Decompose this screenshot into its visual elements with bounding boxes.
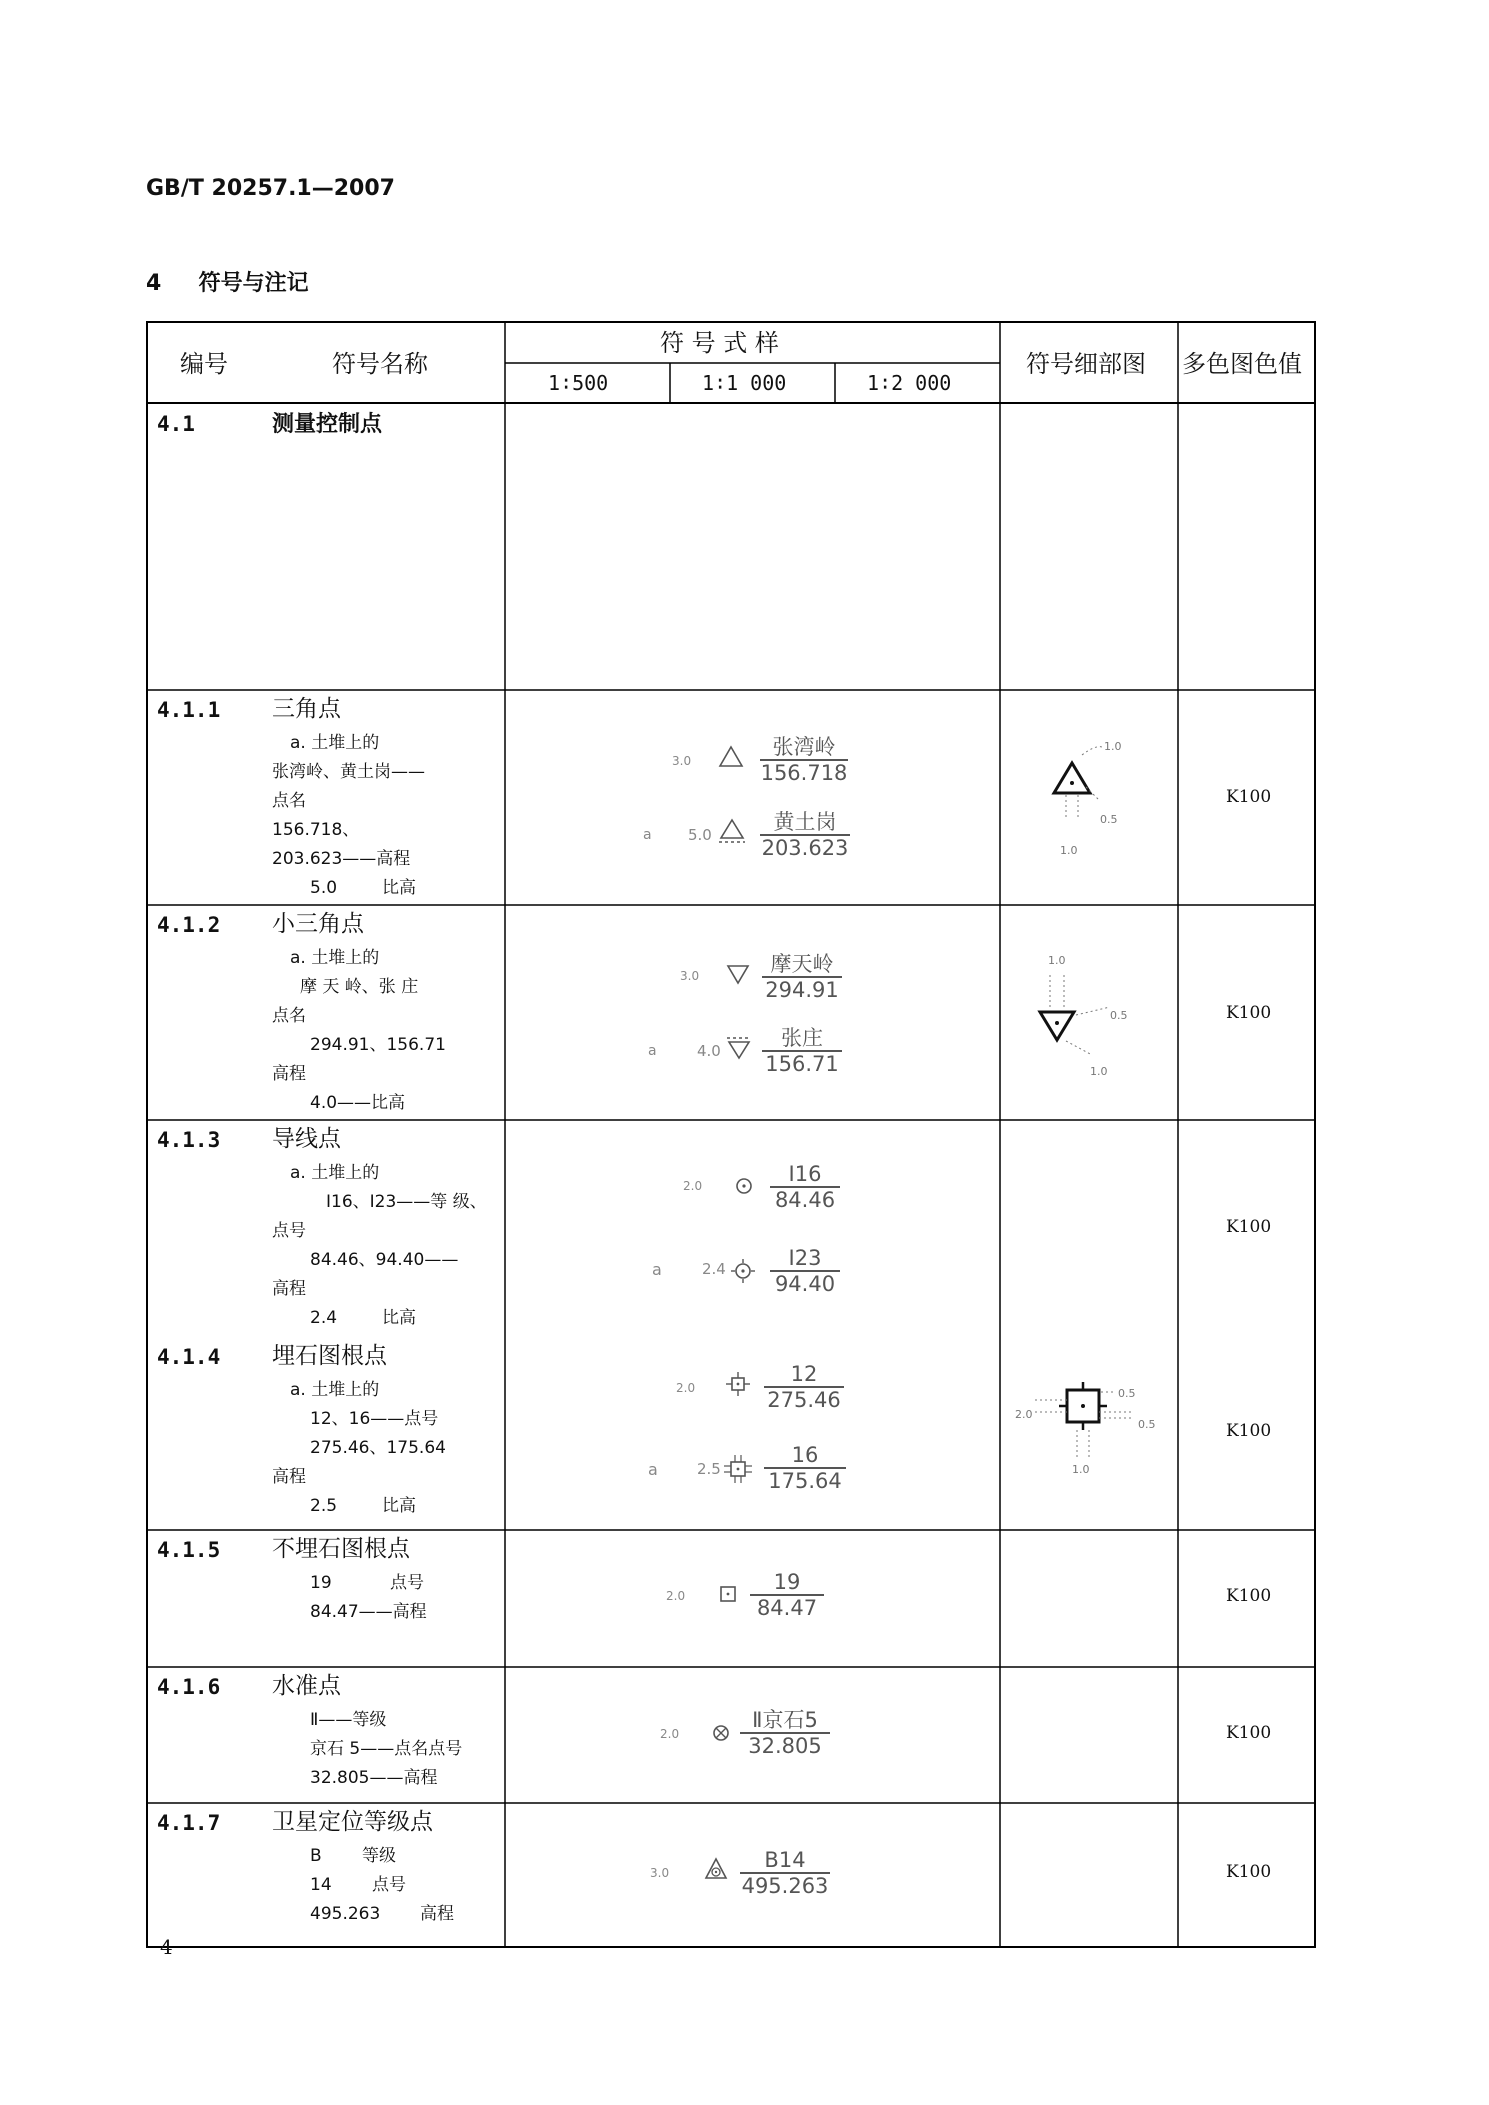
detail-dim: 2.0 (1015, 1408, 1033, 1421)
sample-label: Ⅱ京石5 32.805 (740, 1708, 830, 1758)
buried-on-mound-icon (724, 1455, 752, 1483)
color-value: K100 (1226, 1421, 1272, 1441)
symbol-size: 3.0 (650, 1866, 670, 1880)
row-code: 4.1.3 (157, 1128, 221, 1152)
desc-line: 高程 (272, 1064, 306, 1084)
mound-prefix: a (648, 1043, 657, 1059)
desc-line: 等级 (362, 1846, 396, 1866)
header-scale-500: 1∶500 (548, 371, 609, 395)
header-scale-2000: 1∶2 000 (867, 371, 952, 395)
desc-line: 5.0 (310, 878, 338, 898)
sample-label: $\frac{19}{84.47}$ (750, 1570, 824, 1620)
symbol-size: 2.0 (676, 1381, 696, 1395)
desc-line: B (310, 1846, 322, 1866)
desc-line: 点名 (272, 791, 306, 811)
desc-line: 32.805——高程 (310, 1768, 438, 1788)
desc-line: a. 土堆上的 (290, 1163, 380, 1183)
desc-line: 京石 5——点名点号 (310, 1739, 463, 1759)
desc-line: 14 (310, 1875, 332, 1895)
detail-dim: 1.0 (1048, 954, 1066, 967)
standard-number: GB/T 20257.1—2007 (146, 176, 395, 201)
symbol-size: 3.0 (680, 969, 700, 983)
header-name: 符号名称 (332, 350, 428, 378)
color-value: K100 (1226, 1217, 1272, 1237)
row-code: 4.1.1 (157, 698, 221, 722)
section-number: 4 (146, 271, 162, 296)
symbol-size: 2.0 (683, 1179, 703, 1193)
detail-dim: 1.0 (1060, 844, 1078, 857)
desc-line: 2.4 (310, 1308, 338, 1328)
symbol-size: 4.0 (697, 1042, 721, 1060)
desc-line: 点号 (390, 1573, 424, 1593)
buried-point-icon (726, 1372, 750, 1396)
desc-line: 比高 (382, 1496, 416, 1516)
row-title: 测量控制点 (272, 412, 383, 437)
header-code: 编号 (180, 350, 228, 378)
detail-dim: 0.5 (1118, 1387, 1136, 1400)
desc-line: 294.91、156.71 (310, 1035, 446, 1055)
detail-dim: 0.5 (1100, 813, 1118, 826)
triangle-on-mound-icon (718, 818, 746, 846)
desc-line: Ⅱ——等级 (310, 1710, 387, 1730)
triangle-point-icon (718, 744, 744, 770)
symbol-size: 3.0 (672, 754, 692, 768)
row-name: 小三角点 (272, 911, 364, 937)
gnss-point-icon (704, 1857, 728, 1881)
row-name: 三角点 (272, 696, 341, 722)
header-scale-1000: 1∶1 000 (702, 371, 787, 395)
desc-line: a. 土堆上的 (290, 1380, 380, 1400)
desc-line: 点号 (372, 1875, 406, 1895)
section-title: 符号与注记 (198, 271, 309, 296)
desc-line: 点号 (272, 1221, 306, 1241)
row-code: 4.1.2 (157, 913, 221, 937)
desc-line: 4.0——比高 (310, 1093, 406, 1113)
mound-prefix: a (652, 1260, 662, 1279)
sample-label: $\frac{I16}{84.46}$ (770, 1162, 840, 1212)
desc-line: 12、16——点号 (310, 1409, 439, 1429)
small-triangle-point-icon (726, 962, 750, 986)
color-value: K100 (1226, 1003, 1272, 1023)
benchmark-icon (712, 1724, 730, 1742)
desc-line: a. 土堆上的 (290, 948, 380, 968)
desc-line: 比高 (382, 1308, 416, 1328)
symbol-size: 2.0 (660, 1727, 680, 1741)
desc-line: 495.263 (310, 1904, 381, 1924)
sample-label: $\frac{B14}{495.263}$ (741, 1848, 829, 1898)
symbol-size: 2.0 (666, 1589, 686, 1603)
mound-prefix: a (648, 1460, 658, 1479)
desc-line: 点名 (272, 1006, 306, 1026)
traverse-on-mound-icon (731, 1259, 755, 1283)
symbol-size: 5.0 (688, 826, 712, 844)
sample-label: 张庄 156.71 (762, 1026, 842, 1076)
unburied-point-icon (719, 1585, 737, 1603)
sample-label: 摩天岭 294.91 (762, 952, 842, 1002)
sample-label: $\frac{12}{275.46}$ (764, 1362, 844, 1412)
desc-line: 张湾岭、黄土岗—— (272, 762, 425, 782)
desc-line: a. 土堆上的 (290, 733, 380, 753)
desc-line: 高程 (420, 1904, 454, 1924)
row-code: 4.1.5 (157, 1538, 221, 1562)
symbol-size: 2.5 (697, 1460, 721, 1478)
desc-line: I16、I23——等 级、 (326, 1192, 487, 1212)
row-name: 水准点 (272, 1673, 341, 1699)
row-name: 导线点 (272, 1126, 341, 1152)
header-style: 符 号 式 样 (660, 329, 779, 357)
desc-line: 156.718、 (272, 820, 360, 840)
header-detail: 符号细部图 (1026, 350, 1146, 378)
traverse-point-icon (735, 1177, 753, 1195)
detail-dim: 1.0 (1104, 740, 1122, 753)
desc-line: 19 (310, 1573, 332, 1593)
desc-line: 2.5 (310, 1496, 338, 1516)
row-name: 卫星定位等级点 (272, 1809, 433, 1835)
row-name: 不埋石图根点 (272, 1536, 410, 1562)
row-code: 4.1 (157, 412, 195, 436)
color-value: K100 (1226, 1586, 1272, 1606)
sample-label: $\frac{I23}{94.40}$ (770, 1246, 840, 1296)
header-color: 多色图色值 (1182, 350, 1302, 378)
desc-line: 摩 天 岭、张 庄 (300, 977, 419, 997)
small-triangle-on-mound-icon (726, 1034, 752, 1062)
desc-line: 84.46、94.40—— (310, 1250, 459, 1270)
color-value: K100 (1226, 1862, 1272, 1882)
desc-line: 203.623——高程 (272, 849, 411, 869)
sample-label: $\frac{16}{175.64}$ (764, 1443, 846, 1493)
row-code: 4.1.7 (157, 1811, 221, 1835)
row-name: 埋石图根点 (272, 1343, 387, 1369)
desc-line: 84.47——高程 (310, 1602, 427, 1622)
row-code: 4.1.4 (157, 1345, 221, 1369)
desc-line: 比高 (382, 878, 416, 898)
color-value: K100 (1226, 1723, 1272, 1743)
page-number: 4 (160, 1935, 173, 1959)
desc-line: 275.46、175.64 (310, 1438, 446, 1458)
detail-dim: 0.5 (1110, 1009, 1128, 1022)
detail-dim: 1.0 (1090, 1065, 1108, 1078)
desc-line: 高程 (272, 1467, 306, 1487)
desc-line: 高程 (272, 1279, 306, 1299)
symbol-size: 2.4 (702, 1260, 726, 1278)
row-code: 4.1.6 (157, 1675, 221, 1699)
detail-dim: 1.0 (1072, 1463, 1090, 1476)
sample-label: 张湾岭 156.718 (760, 735, 848, 785)
detail-dim: 0.5 (1138, 1418, 1156, 1431)
color-value: K100 (1226, 787, 1272, 807)
mound-prefix: a (643, 827, 652, 843)
sample-label: 黄土岗 203.623 (761, 810, 849, 860)
